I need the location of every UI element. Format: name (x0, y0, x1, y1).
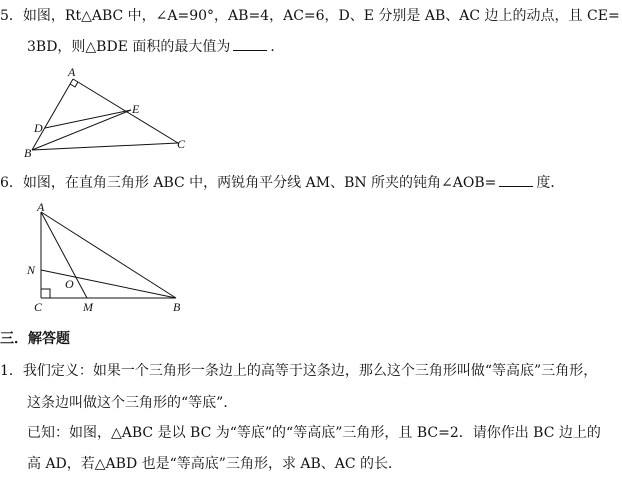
q1-text-line-1: 1．我们定义：如果一个三角形一条边上的高等于这条边，那么这个三角形叫做“等高底”三角形， (0, 363, 598, 379)
q5-answer-blank (233, 38, 267, 51)
q1-text-line-4: 高 AD，若△ABD 也是“等高底”三角形，求 AB、AC 的长． (27, 456, 403, 472)
q6-label-a: A (37, 202, 45, 214)
q6-label-c: C (34, 300, 43, 312)
q1-text-line-3: 已知：如图，△ABC 是以 BC 为“等底”的“等高底”三角形，且 BC=2．请你作出 BC 边上的 (27, 425, 601, 441)
q5-segment-be (32, 110, 131, 150)
q5-side-bc (32, 143, 178, 150)
q5-text-line-2-prefix: 3BD，则△BDE 面积的最大值为 (27, 39, 231, 55)
q6-text-suffix: 度． (536, 175, 565, 191)
q6-right-angle-mark (41, 289, 50, 298)
q5-text-line-1: 5．如图，Rt△ABC 中，∠A=90°，AB=4，AC=6，D、E 分别是 AB、AC 边上的动点，且 CE= (0, 8, 620, 24)
q5-side-ab (32, 79, 73, 150)
q5-label-a: A (68, 65, 76, 79)
q6-label-n: N (27, 263, 36, 277)
q6-side-ab (41, 212, 176, 298)
q1-text-line-2: 这条边叫做这个三角形的“等底”． (27, 395, 238, 411)
q5-label-d: D (34, 121, 43, 135)
q6-text-prefix: 6．如图，在直角三角形 ABC 中，两锐角平分线 AM、BN 所夹的钝角∠AOB= (0, 175, 497, 191)
q5-segment-de (45, 110, 131, 128)
q6-label-b: B (173, 300, 181, 312)
q5-text-line-2 (27, 38, 284, 56)
section-heading: 三．解答题 (0, 331, 70, 347)
q6-label-o: O (65, 277, 74, 291)
q6-label-m: M (83, 300, 93, 312)
q5-label-c: C (177, 137, 186, 151)
q5-label-e: E (132, 102, 140, 116)
q6-bisector-bn (41, 270, 176, 298)
q6-triangle-figure (24, 202, 194, 312)
q6-bisector-am (41, 212, 87, 298)
q6-text-line (0, 174, 564, 192)
q5-triangle-figure (20, 64, 200, 164)
q5-label-b: B (24, 146, 32, 160)
q6-answer-blank (499, 174, 533, 187)
q5-text-line-2-suffix: ． (270, 39, 285, 55)
